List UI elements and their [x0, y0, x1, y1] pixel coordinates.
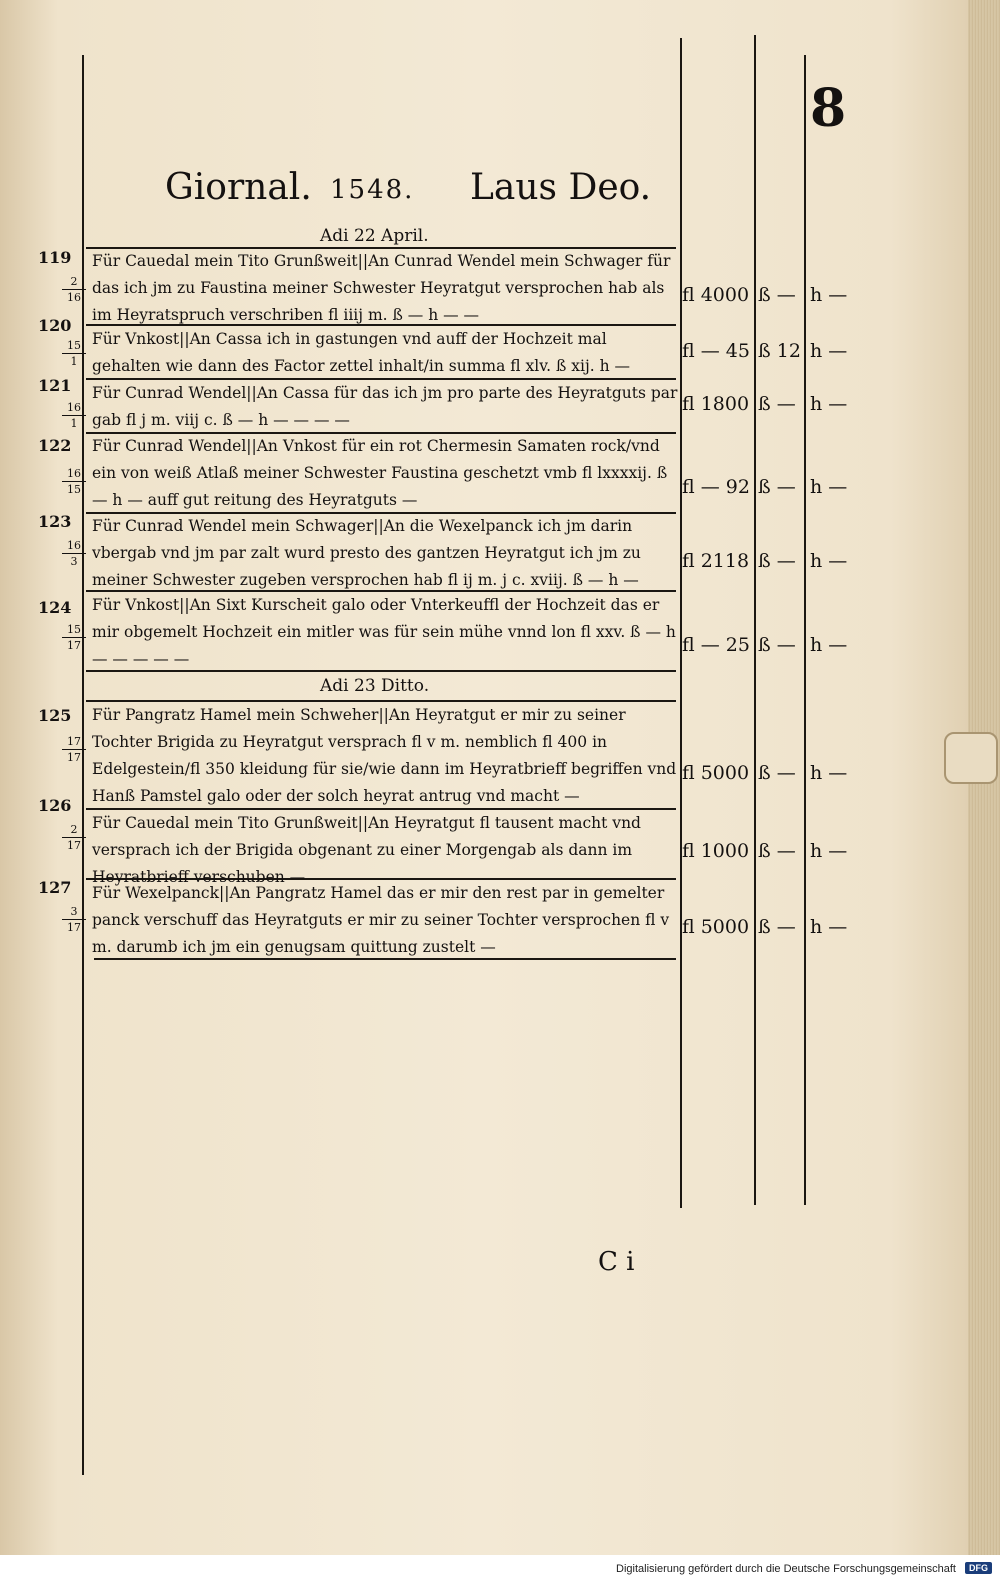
ref-bottom: 1: [70, 417, 78, 430]
ref-bottom: 17: [67, 639, 81, 652]
entry-amount: [682, 284, 852, 306]
entry-amount: [682, 840, 852, 862]
page-number: 8: [810, 78, 847, 139]
journal-title: Giornal.: [165, 167, 312, 208]
entry-number: 123: [38, 512, 72, 531]
ref-bottom: 3: [70, 555, 78, 568]
entry-text: Für Cauedal mein Tito Grunßweit||An Heyratgut fl tausent macht vnd versprach ich der Brigida obgenant zu einer Morgengab als dann im Heyratbrieff verschuben —: [92, 814, 641, 886]
amount-heller: h —: [810, 284, 848, 306]
ref-bottom: 17: [67, 921, 81, 934]
page-marker-tab: [944, 732, 998, 784]
entry-amount: [682, 916, 852, 938]
ledger-reference: [62, 338, 86, 369]
entry-text: Für Vnkost||An Sixt Kurscheit galo oder Vnterkeuffl der Hochzeit das er mir obgemelt Hochzeit ein mitler was für sein mühe vnnd lon fl xxv. ß — h — — — — —: [92, 596, 676, 668]
entry-number: 124: [38, 598, 72, 617]
heller-column-rule: [804, 55, 806, 1205]
entry-amount: [682, 550, 852, 572]
entry-text: Für Vnkost||An Cassa ich in gastungen vnd auff der Hochzeit mal gehalten wie dann des Factor zettel inhalt/in summa fl xlv. ß xij. h —: [92, 330, 631, 375]
amount-heller: h —: [810, 393, 848, 415]
amount-schillings: ß —: [758, 550, 796, 572]
entry-text: Für Cunrad Wendel||An Vnkost für ein rot Chermesin Samaten rock/vnd ein von weiß Atlaß meiner Schwester Faustina geschetzt vmb fl lxxxxij. ß — h — auff gut reitung des Heyratguts —: [92, 437, 668, 509]
ref-top: 15: [62, 622, 86, 638]
dfg-logo: DFG: [965, 1562, 992, 1574]
date-line: Adi 23 Ditto.: [320, 676, 430, 696]
amount-heller: h —: [810, 840, 848, 862]
amount-heller: h —: [810, 476, 848, 498]
ref-bottom: 1: [70, 355, 78, 368]
entry-number: 119: [38, 248, 72, 267]
entry-number: 126: [38, 796, 72, 815]
entry-text: Für Wexelpanck||An Pangratz Hamel das er mir den rest par in gemelter panck verschuff das Heyratguts er mir zu seiner Tochter versprochen fl v m. darumb ich jm ein genugsam quittung zustelt —: [92, 884, 670, 956]
amount-florins: fl — 45: [682, 340, 750, 362]
ref-top: 2: [62, 822, 86, 838]
amount-schillings: ß —: [758, 840, 796, 862]
journal-motto: Laus Deo.: [470, 167, 652, 208]
ref-top: 15: [62, 338, 86, 354]
ref-bottom: 17: [67, 751, 81, 764]
ref-top: 16: [62, 466, 86, 482]
amount-florins: fl 1800: [682, 393, 750, 415]
entry-text: Für Cunrad Wendel||An Cassa für das ich jm pro parte des Heyratguts par gab fl j m. viij c. ß — h — — — —: [92, 384, 678, 429]
amount-florins: fl 2118: [682, 550, 750, 572]
amount-florins: fl 1000: [682, 840, 750, 862]
amount-schillings: ß —: [758, 284, 796, 306]
entry-text: Für Cauedal mein Tito Grunßweit||An Cunrad Wendel mein Schwager für das ich jm zu Faustina meiner Schwester Heyratgut versprochen hab als im Heyratspruch verschriben fl iiij m. ß — h — —: [92, 252, 671, 324]
ref-top: 17: [62, 734, 86, 750]
entry-number: 121: [38, 376, 72, 395]
amount-heller: h —: [810, 634, 848, 656]
amount-schillings: ß —: [758, 393, 796, 415]
ledger-reference: [62, 822, 86, 853]
footer-credit: Digitalisierung gefördert durch die Deutsche Forschungsgemeinschaft: [616, 1563, 956, 1575]
ledger-reference: [62, 904, 86, 935]
left-margin-rule: [82, 55, 84, 1475]
footer-bar: [0, 1555, 1000, 1585]
ledger-reference: [62, 622, 86, 653]
ledger-reference: [62, 400, 86, 431]
amount-florins: fl — 92: [682, 476, 750, 498]
signature-mark: C i: [598, 1247, 635, 1277]
entry-number: 122: [38, 436, 72, 455]
amount-florins: fl — 25: [682, 634, 750, 656]
date-line: Adi 22 April.: [320, 226, 429, 246]
amount-heller: h —: [810, 340, 848, 362]
amount-heller: h —: [810, 916, 848, 938]
ledger-reference: [62, 274, 86, 305]
amount-florins: fl 5000: [682, 916, 750, 938]
entry-number: 127: [38, 878, 72, 897]
amount-florins: fl 5000: [682, 762, 750, 784]
entry-text: Für Cunrad Wendel mein Schwager||An die Wexelpanck ich jm darin vbergab vnd jm par zalt wurd presto des gantzen Heyratgut ich jm zu meiner Schwester zugeben versprochen hab fl ij m. j c. xviij. ß — h —: [92, 517, 641, 589]
amount-schillings: ß 12: [758, 340, 801, 362]
amount-schillings: ß —: [758, 916, 796, 938]
entry-text: Für Pangratz Hamel mein Schweher||An Heyratgut er mir zu seiner Tochter Brigida zu Heyratgut versprach fl v m. nemblich fl 400 in Edelgestein/fl 350 kleidung für sie/wie dann im Heyratbrieff begriffen vnd Hanß Pamstel galo oder der solch heyrat antrug vnd macht —: [92, 706, 677, 805]
ledger-reference: [62, 466, 86, 497]
ref-bottom: 16: [67, 291, 81, 304]
entry-amount: [682, 762, 852, 784]
amount-schillings: ß —: [758, 762, 796, 784]
ref-top: 3: [62, 904, 86, 920]
entry-amount: [682, 393, 852, 415]
amount-heller: h —: [810, 762, 848, 784]
entry-amount: [682, 340, 852, 362]
amount-florins: fl 4000: [682, 284, 750, 306]
shilling-column-rule: [754, 35, 756, 1205]
ledger-reference: [62, 734, 86, 765]
ledger-reference: [62, 538, 86, 569]
entry-amount: [682, 476, 852, 498]
ref-top: 16: [62, 400, 86, 416]
ref-bottom: 17: [67, 839, 81, 852]
ref-top: 2: [62, 274, 86, 290]
entry-amount: [682, 634, 852, 656]
ref-bottom: 15: [67, 483, 81, 496]
entry-number: 120: [38, 316, 72, 335]
entry-number: 125: [38, 706, 72, 725]
journal-year: 1548.: [330, 175, 415, 205]
amount-heller: h —: [810, 550, 848, 572]
amount-column-rule: [680, 38, 682, 1208]
amount-schillings: ß —: [758, 476, 796, 498]
amount-schillings: ß —: [758, 634, 796, 656]
ref-top: 16: [62, 538, 86, 554]
